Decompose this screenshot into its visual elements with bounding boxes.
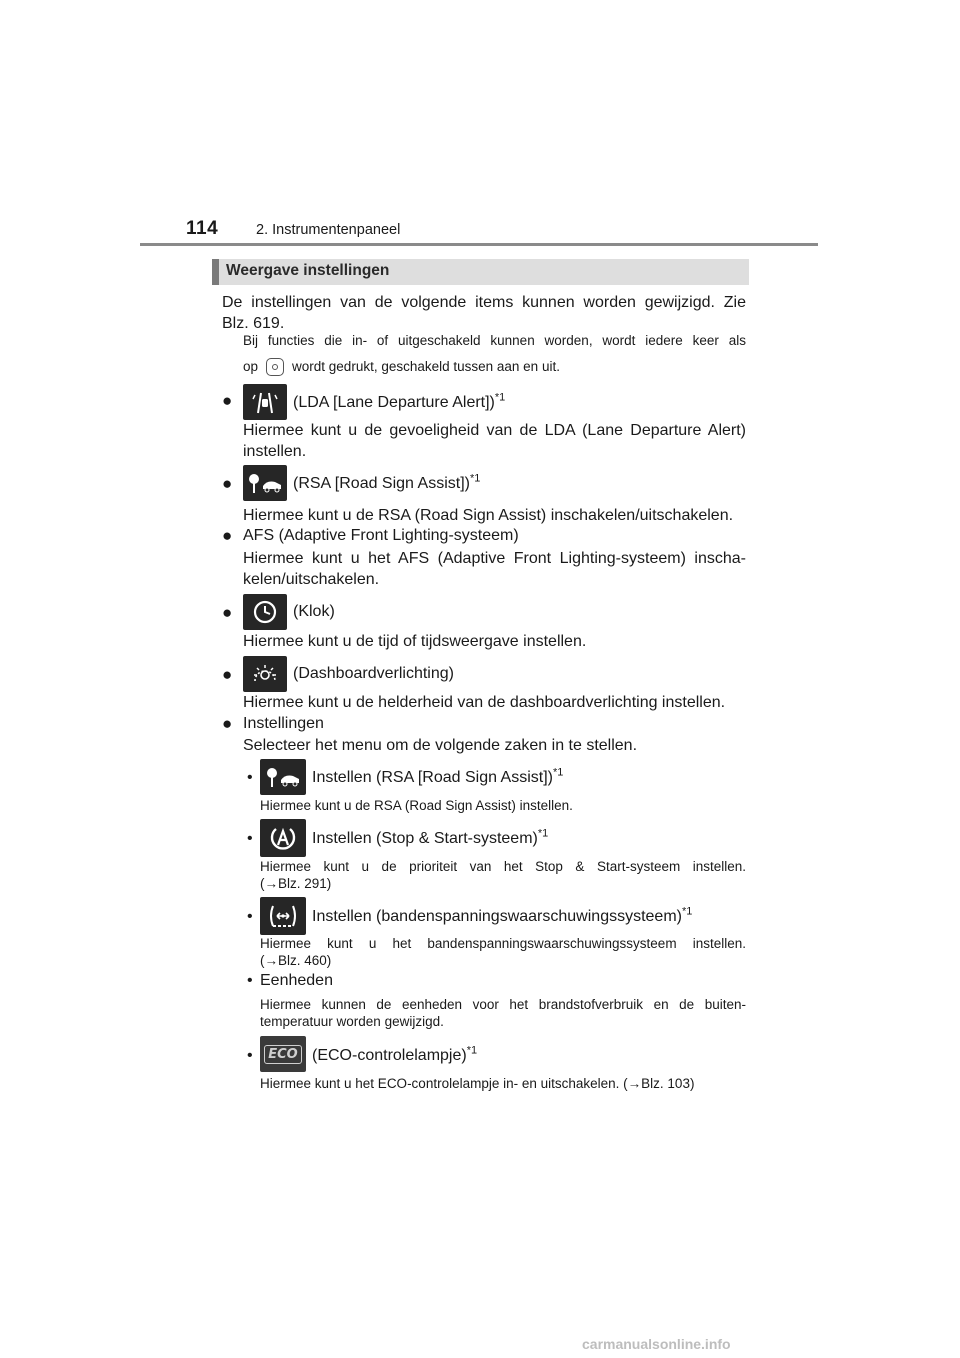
- bullet-lda: ●: [222, 391, 233, 410]
- clock-desc: Hiermee kunt u de tijd of tijdsweergave instellen.: [243, 633, 587, 650]
- lda-footnote: *1: [494, 391, 506, 404]
- stop-start-desc-line-1: Hiermee kunt u de prioriteit van het Stop & Start-systeem instellen.: [260, 859, 746, 874]
- tpws-desc-line-2: (→Blz. 460): [260, 953, 332, 968]
- eco-indicator-icon: [260, 1036, 306, 1072]
- afs-label: AFS (Adaptive Front Lighting-systeem): [243, 527, 519, 544]
- road-sign-assist-setup-icon: [260, 759, 306, 795]
- tire-pressure-icon: [260, 897, 306, 935]
- lda-label-text: (LDA [Lane Departure Alert]): [293, 394, 495, 411]
- dot-units: •: [247, 972, 253, 989]
- eco-footnote: *1: [466, 1044, 478, 1057]
- stop-start-footnote: *1: [537, 827, 549, 840]
- settings-desc: Selecteer het menu om de volgende zaken in te stellen.: [243, 737, 638, 754]
- intro-line-2: Blz. 619.: [222, 315, 285, 332]
- clock-label: (Klok): [293, 603, 335, 620]
- dot-eco: •: [247, 1047, 253, 1064]
- switch-button-icon: [266, 358, 284, 376]
- rsa-setup-desc: Hiermee kunt u de RSA (Road Sign Assist) instellen.: [260, 798, 573, 813]
- stop-start-label: [312, 829, 548, 849]
- rsa-setup-label: [312, 768, 563, 788]
- rsa-label-text: (RSA [Road Sign Assist]): [293, 475, 470, 492]
- note-op: op: [243, 359, 259, 374]
- units-label: Eenheden: [260, 972, 333, 989]
- bullet-afs: ●: [222, 526, 233, 545]
- dashboard-label: (Dashboardverlichting): [293, 665, 454, 682]
- tpws-label: [312, 907, 692, 927]
- afs-desc-line-1: Hiermee kunt u het AFS (Adaptive Front Lighting-systeem) inscha-: [243, 550, 746, 567]
- settings-label: Instellingen: [243, 715, 324, 732]
- lda-desc-line-2: instellen.: [243, 443, 307, 460]
- lane-departure-icon: [243, 384, 287, 420]
- rsa-setup-label-text: Instellen (RSA [Road Sign Assist]): [312, 769, 553, 786]
- rsa-label: [293, 474, 480, 494]
- chapter-title: 2. Instrumentenpaneel: [256, 222, 401, 238]
- dot-stop-start: •: [247, 830, 253, 847]
- eco-label-text: (ECO-controlelampje): [312, 1047, 467, 1064]
- bullet-rsa: ●: [222, 474, 233, 493]
- section-accent: [212, 259, 219, 285]
- afs-desc-line-2: kelen/uitschakelen.: [243, 571, 380, 588]
- header-divider: [140, 243, 818, 246]
- section-title: Weergave instellingen: [226, 262, 390, 279]
- watermark: carmanualsonline.info: [582, 1336, 731, 1352]
- dashboard-desc: Hiermee kunt u de helderheid van de dashboardverlichting instellen.: [243, 694, 726, 711]
- bullet-settings: ●: [222, 714, 233, 733]
- rsa-desc: Hiermee kunt u de RSA (Road Sign Assist) inschakelen/uitschakelen.: [243, 507, 734, 524]
- road-sign-assist-icon: [243, 465, 287, 501]
- units-desc-line-1: Hiermee kunnen de eenheden voor het brandstofverbruik en de buiten-: [260, 997, 746, 1012]
- dot-rsa-setup: •: [247, 769, 253, 786]
- eco-icon-text: ECO: [264, 1045, 301, 1064]
- section-heading-bar: [212, 259, 749, 285]
- tpws-footnote: *1: [681, 905, 693, 918]
- dot-tpws: •: [247, 908, 253, 925]
- stop-start-icon: [260, 819, 306, 857]
- eco-label: [312, 1046, 477, 1066]
- dashboard-light-icon: [243, 656, 287, 692]
- bullet-clock: ●: [222, 603, 233, 622]
- tpws-desc-line-1: Hiermee kunt u het bandenspanningswaarschuwingssysteem instellen.: [260, 936, 746, 951]
- units-desc-line-2: temperatuur worden gewijzigd.: [260, 1014, 444, 1029]
- lda-desc-line-1: Hiermee kunt u de gevoeligheid van de LDA (Lane Departure Alert): [243, 422, 746, 439]
- intro-note-line-2: [243, 358, 560, 376]
- rsa-footnote: *1: [469, 472, 481, 485]
- rsa-setup-footnote: *1: [553, 766, 564, 779]
- clock-icon: [243, 594, 287, 630]
- bullet-dashboard: ●: [222, 665, 233, 684]
- intro-line-1: De instellingen van de volgende items kunnen worden gewijzigd. Zie: [222, 294, 746, 311]
- intro-note-line-1: Bij functies die in- of uitgeschakeld kunnen worden, wordt iedere keer als: [243, 333, 746, 348]
- lda-label: [293, 393, 505, 413]
- eco-desc: Hiermee kunt u het ECO-controlelampje in- en uitschakelen. (→Blz. 103): [260, 1076, 695, 1091]
- stop-start-label-text: Instellen (Stop & Start-systeem): [312, 830, 538, 847]
- page-number: 114: [186, 218, 219, 239]
- intro-text: [222, 292, 746, 334]
- note-rest: wordt gedrukt, geschakeld tussen aan en uit.: [292, 359, 560, 374]
- tpws-label-text: Instellen (bandenspanningswaarschuwingssysteem): [312, 908, 682, 925]
- stop-start-desc-line-2: (→Blz. 291): [260, 876, 332, 891]
